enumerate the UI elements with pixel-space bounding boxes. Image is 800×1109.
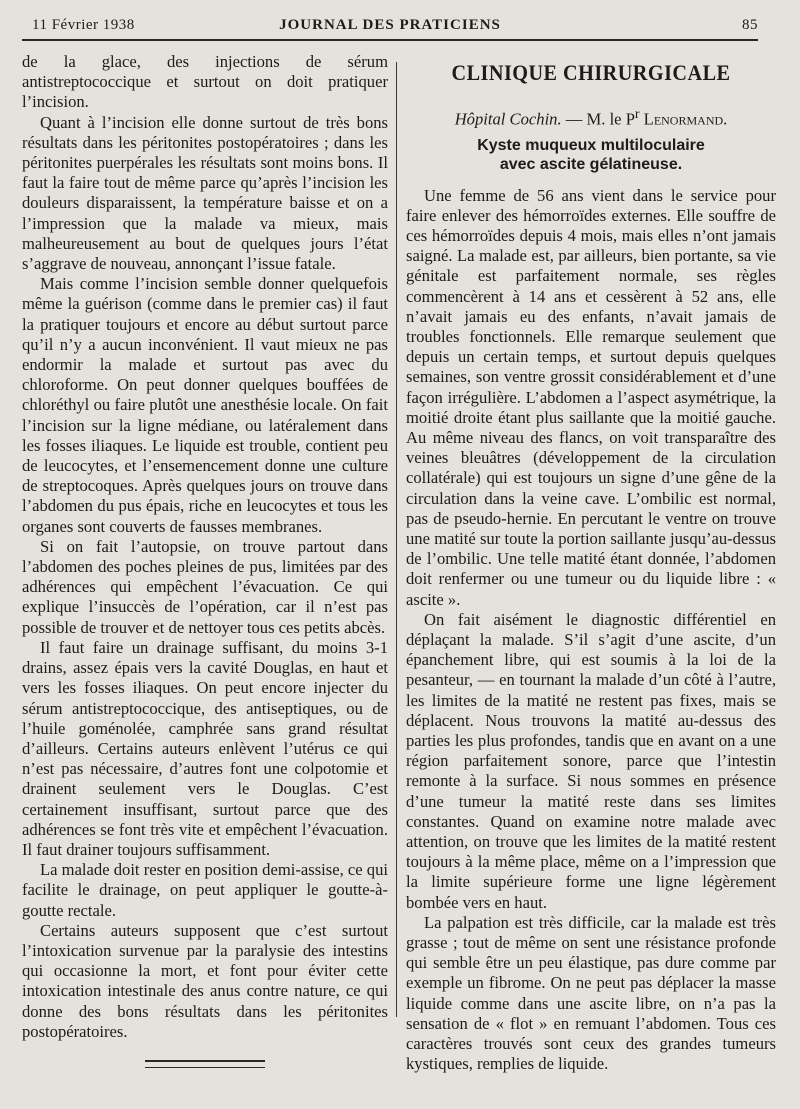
article-title-line1: Kyste muqueux multiloculaire <box>477 136 705 154</box>
professor-superscript: r <box>634 106 640 121</box>
left-paragraph: de la glace, des injections de sérum antistreptococcique et surtout on doit pratiquer l’incision. <box>22 52 388 112</box>
article-title-line2: avec ascite gélatineuse. <box>499 155 683 173</box>
page-header <box>22 15 758 41</box>
hospital-line <box>406 106 776 130</box>
hospital-place: Hôpital Cochin. <box>454 109 562 129</box>
left-paragraph: Il faut faire un drainage suffisant, du moins 3-1 drains, assez épais vers la cavité Douglas, en haut et vers les fosses iliaques. On peut encore injecter du sérum antistreptococcique, des antiseptiques, ou de l’huile goménolée, camphrée sans grand résultat d’ailleurs. Certains auteurs enlèvent l’utérus ce qui n’est pas nécessaire, d’autres font une colpotomie et drainent seulement vers le Douglas. C’est certainement insuffisant, surtout parce que des adhérences se font très vite et empêchent l’évacuation. Il faut drainer toujours suffisamment. <box>22 637 388 859</box>
journal-title: JOURNAL DES PRATICIENS <box>279 17 501 33</box>
left-column <box>22 52 388 1068</box>
left-paragraph: Si on fait l’autopsie, on trouve partout dans l’abdomen des poches pleines de pus, limitées par des adhérences qui empêchent l’évacuation. Ce qui explique l’insuccès de l’opération, car il n’est pas possible de trouver et de nettoyer tous ces petits abcès. <box>22 536 388 637</box>
professor-name: Lenormand. <box>639 109 728 129</box>
hospital-separator: — M. le P <box>561 109 635 129</box>
page-number: 85 <box>742 17 758 33</box>
right-column <box>406 52 776 1074</box>
header-date: 11 Février 1938 <box>32 17 135 33</box>
right-paragraph: La palpation est très difficile, car la malade est très grasse ; tout de même on sent une résistance profonde qui semble être un peu élastique, pas dure comme par exemple un fibrome. On ne peut pas déplacer la masse liquide comme dans une ascite libre, on n’a pas la sensation de « flot » en remuant l’abdomen. Tous ces caractères trouvés sont ceux des grandes tumeurs kystiques, remplies de liquide. <box>406 912 776 1074</box>
right-paragraph: On fait aisément le diagnostic différentiel en déplaçant la malade. S’il s’agit d’une ascite, d’un épanchement libre, qui est soumis à la loi de la pesanteur, — en tournant la malade d’un côté à l’autre, les limites de la matité ne restent pas fixes, mais se déplacent. Nous trouvons la matité au-dessus des parties les plus profondes, tandis que en avant on a une région parfaitement sonore, parce que l’intestin remonte à la surface. Si nous sommes en présence d’une tumeur la matité reste dans ses limites constantes. Quand on examine notre malade avec attention, on trouve que les limites de la matité restent toujours à la même place, même on a l’impression que la limite supérieure forme une ligne légèrement bombée vers en haut. <box>406 609 776 912</box>
left-paragraph: Mais comme l’incision semble donner quelquefois même la guérison (comme dans le premier cas) il faut la pratiquer toujours et encore au début surtout parce qu’il n’y a aucun inconvénient. Il vaut mieux ne pas endormir la malade et surtout pas avec du chloroforme. On peut donner quelques bouffées de chloréthyl ou faire plutôt une anesthésie locale. On fait l’incision sur la ligne médiane, ou latéralement dans les fosses iliaques. Le liquide est trouble, contient peu de leucocytes, et l’ensemencement donne une culture de streptocoques. Après quelques jours on trouve dans l’abdomen du pus épais, riche en leucocytes et tous les organes sont couverts de fausses membranes. <box>22 274 388 536</box>
column-divider <box>396 62 397 1017</box>
section-title: CLINIQUE CHIRURGICALE <box>451 60 731 85</box>
left-paragraph: Certains auteurs supposent que c’est surtout l’intoxication survenue par la paralysie des intestins qui occasionne la mort, et font pour éviter cette intoxication intestinale des anus contre nature, ce qui donne des bons résultats dans les péritonites postopératoires. <box>22 920 388 1041</box>
left-paragraph: Quant à l’incision elle donne surtout de très bons résultats dans les péritonites postopératoires ; dans les péritonites puerpérales les résultats sont moins bons. Il faut la faire tout de même parce qu’après l’incision les douleurs disparaissent, la température baisse et on a l’impression que la malade va mieux, mais malheureusement au bout de quelques jours l’état s’aggrave de nouveau, annonçant l’issue fatale. <box>22 112 388 274</box>
left-paragraph: La malade doit rester en position demi-assise, ce qui facilite le drainage, on peut appliquer le goutte-à-goutte rectale. <box>22 860 388 920</box>
right-paragraph: Une femme de 56 ans vient dans le service pour faire enlever des hémorroïdes externes. Elle souffre de ces hémorroïdes depuis 4 mois, mais elles n’ont jamais saigné. La malade est, par ailleurs, bien portante, sa vie génitale est parfaitement normale, ses règles commencèrent à 14 ans et cessèrent à 52 ans, elle n’avait jamais eu des enfants, n’avait jamais de troubles fonctionnels. Elle remarque seulement que depuis un certain temps, et surtout depuis quelques semaines, son ventre grossit considérablement et d’une façon irrégulière. L’abdomen a l’aspect asymétrique, la moitié droite étant plus saillante que la moitié gauche. Au même niveau des flancs, on voit transparaître des veines bleuâtres (développement de la circulation collatérale) qui est toujours un signe d’une gêne de la circulation dans la veine cave. L’ombilic est normal, pas de pseudo-hernie. En percutant le ventre on trouve une matité sur toute la portion saillante jusqu’au-dessus de l’ombilic. Une telle matité étant donnée, l’abdomen doit renfermer ou une tumeur ou du liquide libre : « ascite ». <box>406 185 776 609</box>
article-title <box>406 136 776 174</box>
article-end-rule <box>145 1060 265 1068</box>
